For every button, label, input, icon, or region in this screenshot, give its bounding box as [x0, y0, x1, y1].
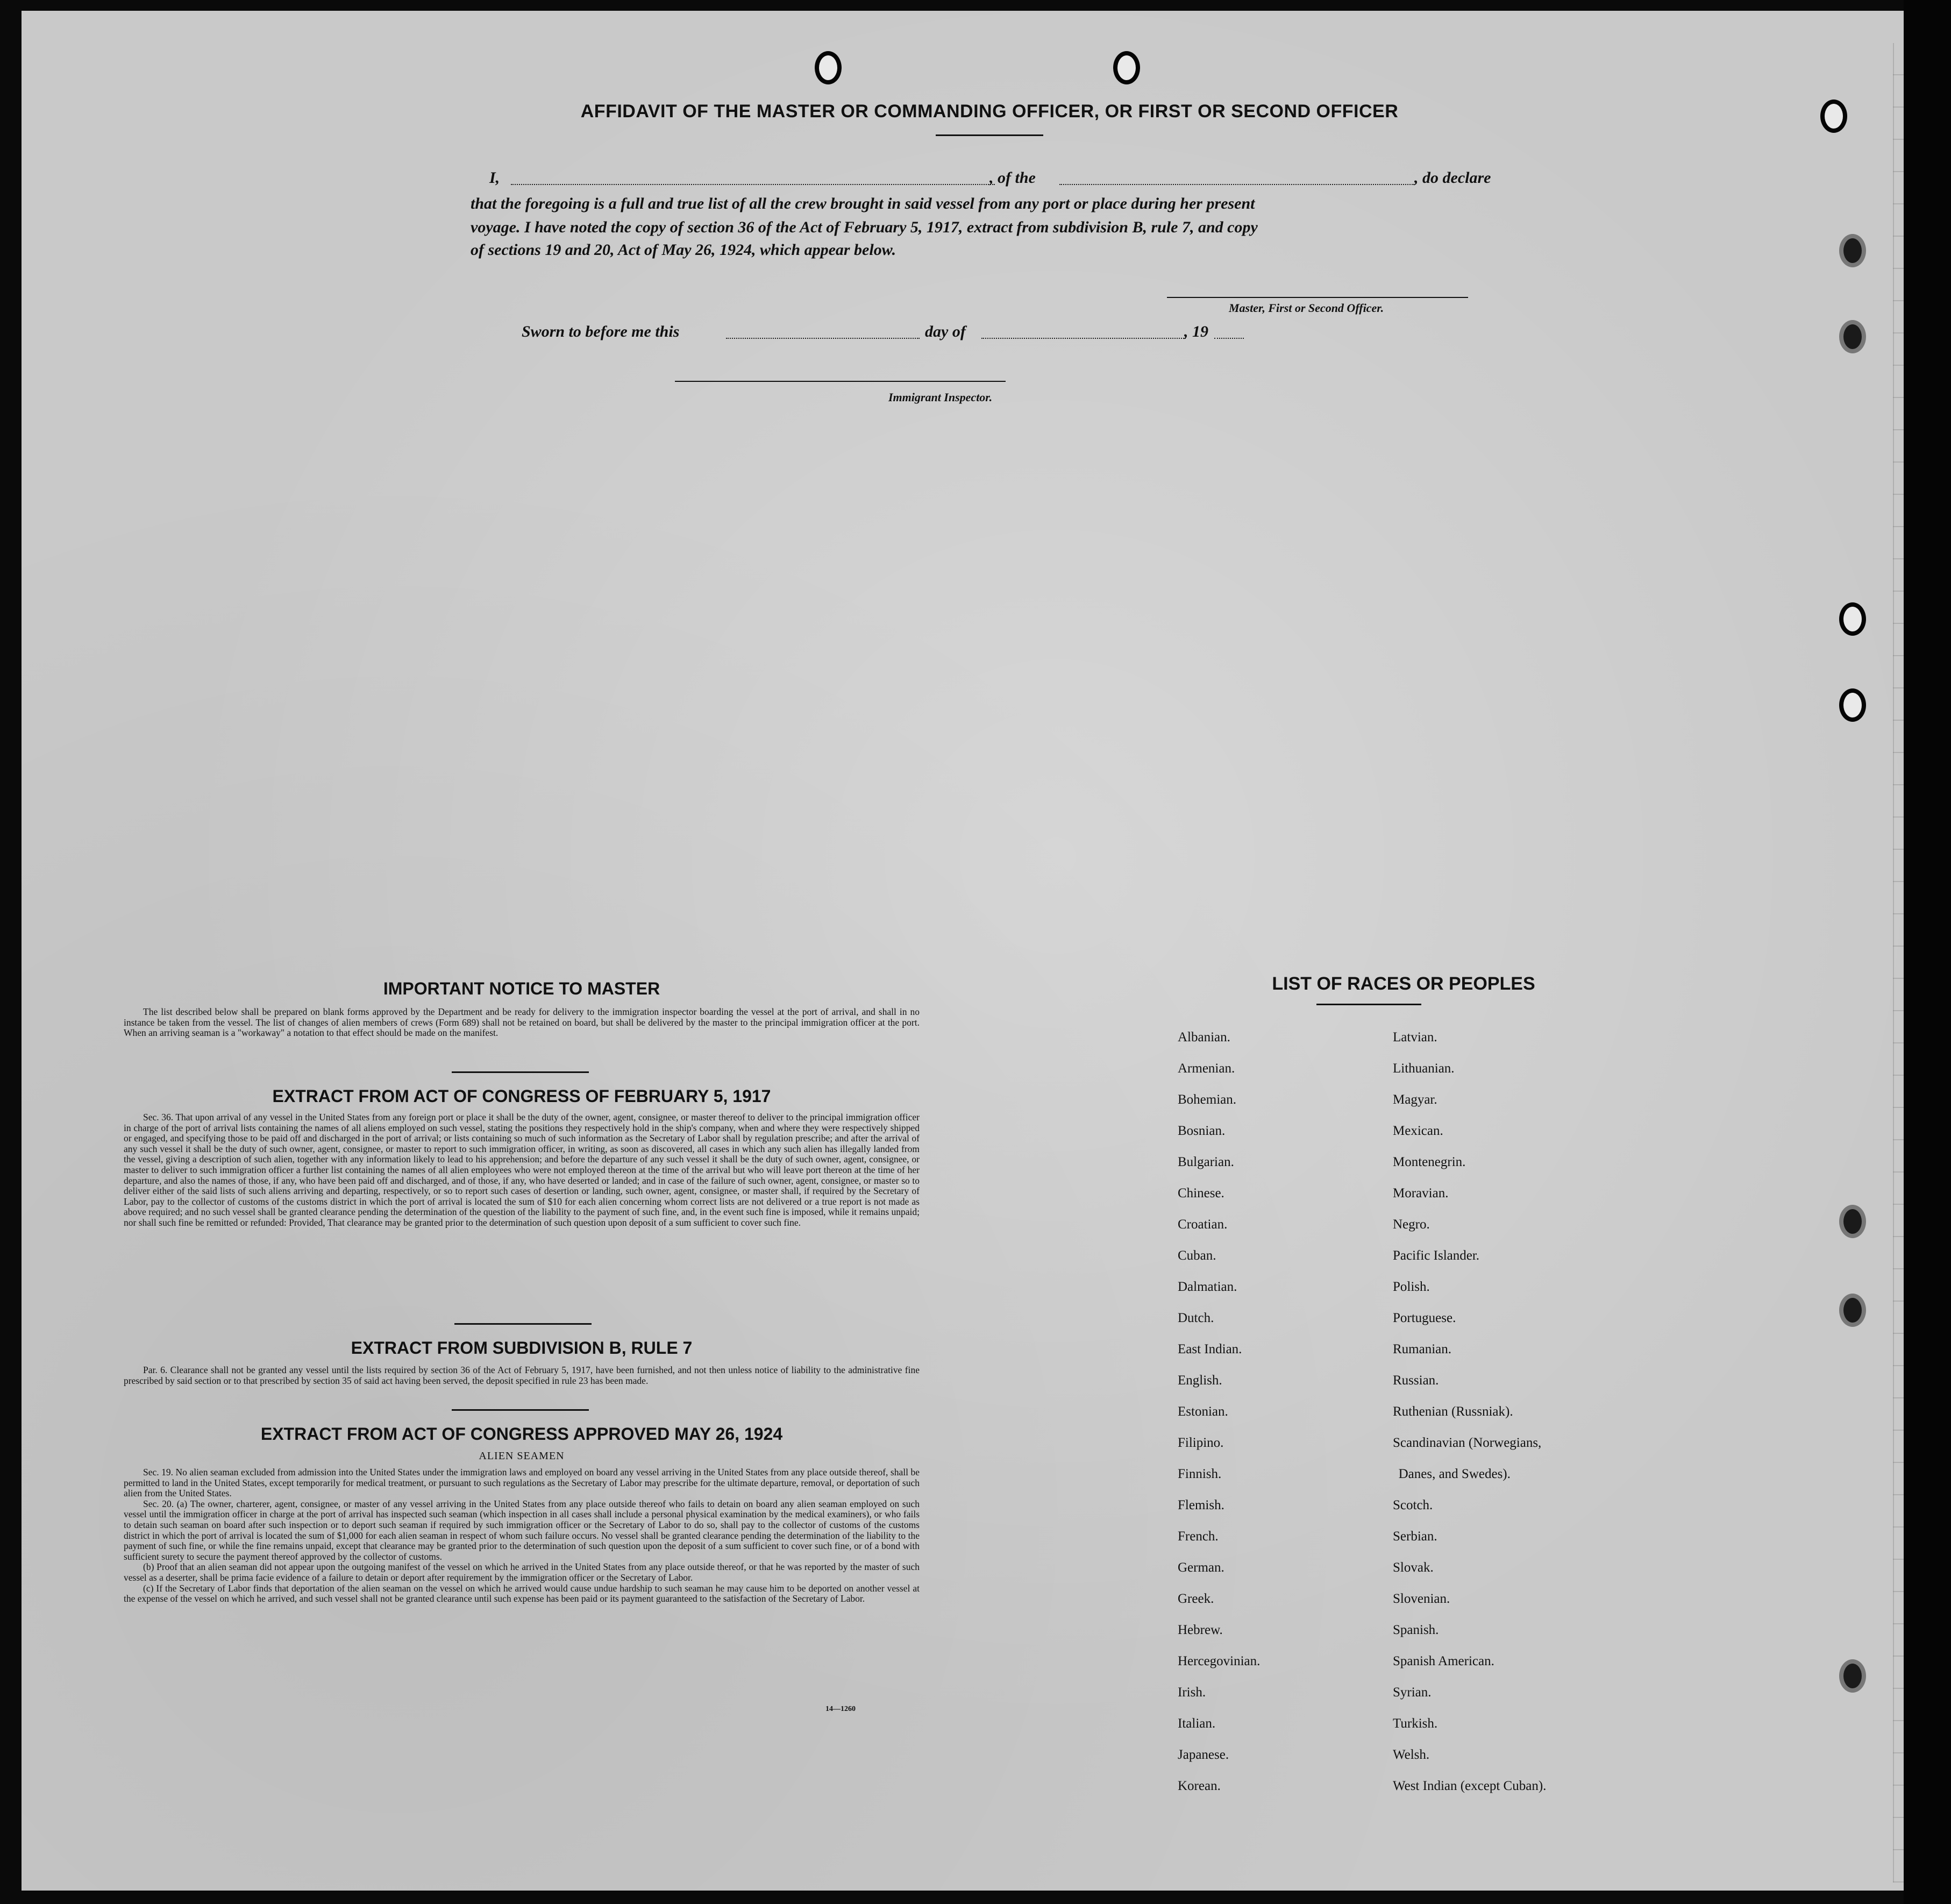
race-right-item: West Indian (except Cuban).: [1393, 1779, 1547, 1793]
rule7-body: [124, 1365, 920, 1386]
race-left-item: Bohemian.: [1178, 1092, 1237, 1107]
race-row: [1178, 1654, 1635, 1685]
race-row: [1178, 1186, 1635, 1217]
sworn-month-field: [981, 338, 1186, 339]
race-row: [1178, 1467, 1635, 1498]
punch-hole-edge-1: [1820, 100, 1847, 133]
notice-paragraph: The list described below shall be prepared on blank forms approved by the Department and be ready for delivery to the immigration inspector boarding the vessel at the port of arrival, and shall in no instance be taken from the vessel. The list of changes of alien members of crews (Form 689) shall not be retained on board, but shall be delivered by the master to the principal immigration officer at the port. When an arriving seaman is a "workaway" a notation to that effect should be made on the manifest.: [124, 1006, 920, 1039]
punch-hole-edge-6: [1839, 1205, 1866, 1238]
race-row: [1178, 1373, 1635, 1404]
race-right-item: Slovenian.: [1393, 1592, 1450, 1606]
race-right-item: Syrian.: [1393, 1685, 1432, 1700]
race-row: [1178, 1716, 1635, 1747]
race-left-item: Croatian.: [1178, 1217, 1228, 1232]
race-left-item: Bulgarian.: [1178, 1155, 1234, 1169]
affidavit-body-line-2: voyage. I have noted the copy of section 36 of the Act of February 5, 1917, extract from subdivision B, rule 7, and copy: [471, 218, 1258, 236]
race-row: [1178, 1342, 1635, 1373]
race-left-item: German.: [1178, 1560, 1224, 1575]
race-row: [1178, 1124, 1635, 1155]
race-left-item: Japanese.: [1178, 1747, 1229, 1762]
extract-1924-title: EXTRACT FROM ACT OF CONGRESS APPROVED MAY 26, 1924: [260, 1424, 783, 1444]
sworn-day-field: [726, 338, 920, 339]
scanner-border-right: [1904, 0, 1951, 1904]
race-right-item: Scandinavian (Norwegians,: [1393, 1436, 1542, 1450]
race-right-item: Polish.: [1393, 1280, 1430, 1294]
race-left-item: Greek.: [1178, 1592, 1214, 1606]
race-row: [1178, 1592, 1635, 1623]
race-row: [1178, 1311, 1635, 1342]
section-divider-2: [454, 1323, 592, 1325]
punch-hole-top-right: [1113, 51, 1140, 84]
notice-title: IMPORTANT NOTICE TO MASTER: [383, 979, 660, 998]
section-divider-3: [452, 1409, 589, 1411]
vessel-name-field: [1059, 184, 1414, 185]
race-row: [1178, 1436, 1635, 1467]
race-right-item: Spanish.: [1393, 1623, 1439, 1637]
race-right-item: Scotch.: [1393, 1498, 1433, 1512]
race-left-item: Hebrew.: [1178, 1623, 1223, 1637]
race-left-item: Dutch.: [1178, 1311, 1214, 1325]
race-right-item: Pacific Islander.: [1393, 1248, 1480, 1263]
affidavit-title: AFFIDAVIT OF THE MASTER OR COMMANDING OFFICER, OR FIRST OR SECOND OFFICER: [580, 101, 1399, 122]
race-right-item: Montenegrin.: [1393, 1155, 1466, 1169]
punch-hole-edge-2: [1839, 234, 1866, 267]
rule7-title: EXTRACT FROM SUBDIVISION B, RULE 7: [351, 1338, 693, 1358]
sec-20b-paragraph: (b) Proof that an alien seaman did not appear upon the outgoing manifest of the vessel on which he arrived in the United States from any place outside thereof, or that he was reported by the master of such vessel as a deserter, shall be prima facie evidence of a failure to detain or deport after requirement by the immigration officer or the Secretary of Labor.: [124, 1561, 920, 1583]
race-right-item: Mexican.: [1393, 1124, 1443, 1138]
of-the-label: , of the: [989, 169, 1036, 187]
race-right-item: Russian.: [1393, 1373, 1439, 1388]
sec-20c-paragraph: (c) If the Secretary of Labor finds that deportation of the alien seaman on the vessel on which he arrived would cause undue hardship to such seaman he may cause him to be deported on another vessel at the expense of the vessel on which he arrived, and such vessel shall not be granted clearance until such expense has been paid or its payment guaranteed to the satisfaction of the Secretary of Labor.: [124, 1582, 920, 1604]
extract-1917-title: EXTRACT FROM ACT OF CONGRESS OF FEBRUARY 5, 1917: [272, 1086, 771, 1106]
race-left-item: French.: [1178, 1529, 1219, 1544]
races-title: LIST OF RACES OR PEOPLES: [1272, 974, 1535, 994]
race-left-item: East Indian.: [1178, 1342, 1242, 1356]
race-row: [1178, 1155, 1635, 1186]
race-right-item: Slovak.: [1393, 1560, 1434, 1575]
punch-hole-top-left: [815, 51, 842, 84]
race-left-item: Bosnian.: [1178, 1124, 1226, 1138]
section-divider-1: [452, 1071, 589, 1073]
races-title-underline: [1316, 1004, 1421, 1005]
declarant-name-field: [511, 184, 995, 185]
punch-hole-edge-4: [1839, 602, 1866, 636]
sworn-label: Sworn to before me this: [522, 323, 680, 340]
race-row: [1178, 1498, 1635, 1529]
alien-seamen-subtitle: ALIEN SEAMEN: [479, 1450, 565, 1462]
race-right-item: Spanish American.: [1393, 1654, 1494, 1668]
race-right-item: Negro.: [1393, 1217, 1430, 1232]
race-left-item: Korean.: [1178, 1779, 1221, 1793]
sec-20a-paragraph: Sec. 20. (a) The owner, charterer, agent, consignee, or master of any vessel arriving in the United States from any place outside thereof who fails to detain on board any alien seaman employed on such vessel until the immigration officer in charge at the port of arrival has inspected such seaman (which inspection in all cases shall include a personal physical examination by the medical examiners), or who fails to detain such seaman on board after such inspection or to deport such seaman if required by such immigration officer or the Secretary of Labor to do so, shall pay to the collector of customs of the customs district in which the port of arrival is located the sum of $1,000 for each alien seaman in respect of whom such failure occurs. No vessel shall be granted clearance pending the determination of the liability to the payment of such fine, or while the fine remains unpaid, except that clearance may be granted prior to the determination of such question upon the deposit of a sum sufficient to cover such fine, or of a bond with sufficient surety to secure the payment thereof approved by the collector of customs.: [124, 1498, 920, 1562]
race-left-item: Dalmatian.: [1178, 1280, 1237, 1294]
race-left-item: Armenian.: [1178, 1061, 1235, 1076]
race-right-item: Rumanian.: [1393, 1342, 1452, 1356]
race-row: [1178, 1623, 1635, 1654]
day-of-label: day of: [925, 323, 966, 340]
race-left-item: Chinese.: [1178, 1186, 1224, 1200]
race-row: [1178, 1779, 1635, 1810]
race-row: [1178, 1404, 1635, 1436]
race-left-item: Hercegovinian.: [1178, 1654, 1261, 1668]
race-right-item: Portuguese.: [1393, 1311, 1456, 1325]
sworn-year-field: [1214, 338, 1244, 339]
punch-hole-edge-3: [1839, 320, 1866, 353]
punch-hole-edge-5: [1839, 688, 1866, 722]
race-left-item: English.: [1178, 1373, 1222, 1388]
race-right-item: Turkish.: [1393, 1716, 1438, 1731]
race-row: [1178, 1061, 1635, 1092]
sec-19-paragraph: Sec. 19. No alien seaman excluded from admission into the United States under the immigration laws and employed on board any vessel arriving in the United States from any place outside thereof, shall be permitted to land in the United States, except temporarily for medical treatment, or pursuant to such regulations as the Secretary of Labor may prescribe for the ultimate departure, removal, or deportation of such alien from the United States.: [124, 1467, 920, 1499]
race-right-item: Ruthenian (Russniak).: [1393, 1404, 1513, 1419]
race-right-item: Latvian.: [1393, 1030, 1437, 1045]
extract-1917-body: [124, 1112, 920, 1228]
race-row: [1178, 1529, 1635, 1560]
race-row: [1178, 1248, 1635, 1280]
punch-hole-edge-7: [1839, 1294, 1866, 1327]
race-right-item: Magyar.: [1393, 1092, 1437, 1107]
race-row: [1178, 1280, 1635, 1311]
race-row: [1178, 1747, 1635, 1779]
do-declare-label: , do declare: [1414, 169, 1491, 187]
race-right-item: Lithuanian.: [1393, 1061, 1455, 1076]
affidavit-body-line-1: that the foregoing is a full and true list of all the crew brought in said vessel from any port or place during her present: [471, 195, 1255, 212]
race-left-item: Estonian.: [1178, 1404, 1228, 1419]
title-underline: [936, 134, 1043, 136]
inspector-label: Immigrant Inspector.: [888, 390, 993, 404]
race-row: [1178, 1217, 1635, 1248]
declarant-i-label: I,: [489, 169, 500, 187]
punch-hole-edge-8: [1839, 1659, 1866, 1693]
par-6-paragraph: Par. 6. Clearance shall not be granted any vessel until the lists required by section 36 of the Act of February 5, 1917, have been furnished, and not then unless notice of liability to the administrative fine prescribed by said section or to that prescribed by section 35 of said act having been served, the deposit specified in rule 23 has been made.: [124, 1365, 920, 1386]
race-row: [1178, 1092, 1635, 1124]
race-right-item: Danes, and Swedes).: [1398, 1467, 1511, 1481]
sec-36-paragraph: Sec. 36. That upon arrival of any vessel in the United States from any foreign port or place it shall be the duty of the owner, agent, consignee, or master thereof to deliver to the principal immigration officer in charge of the port of arrival lists containing the names of all aliens employed on such vessel, stating the positions they respectively hold in the ship's company, when and where they were respectively shipped or engaged, and specifying those to be paid off and discharged in the port of arrival; or lists containing so much of such information as the Secretary of Labor shall by regulation prescribe; and after the arrival of any such vessel it shall be the duty of such owner, agent, consignee, or master to report to such immigration officer, in writing, as soon as discovered, all cases in which any such alien has illegally landed from the vessel, giving a description of such alien, together with any information likely to lead to his apprehension; and before the departure of any such vessel it shall be the duty of such owner, agent, consignee, or master to deliver to such immigration officer a further list containing the names of all alien employees who were not employed thereon at the time of the arrival but who will leave port thereon at the time of her departure, and also the names of those, if any, who have been paid off and discharged, and of those, if any, who have deserted or landed; and in case of the failure of such owner, agent, consignee, or master so to deliver either of the said lists of such aliens arriving and departing, respectively, or so to report such cases of desertion or landing, such owner, agent, consignee, or master shall, if required by the Secretary of Labor, pay to the collector of customs of the customs district in which the port of arrival is located the sum of $10 for each alien concerning whom correct lists are not delivered or a true report is not made as above required; and no such vessel shall be granted clearance pending the determination of the question of the liability to the payment of such fine, and, in the event such fine is imposed, while it remains unpaid; nor shall such fine be remitted or refunded: Provided, That clearance may be granted prior to the determination of such question upon deposit of a sum sufficient to cover such fine.: [124, 1112, 920, 1228]
year-label: , 19: [1184, 323, 1208, 340]
race-right-item: Moravian.: [1393, 1186, 1449, 1200]
race-left-item: Finnish.: [1178, 1467, 1222, 1481]
extract-1924-body: [124, 1467, 920, 1604]
master-signature-line: [1167, 297, 1468, 298]
race-row: [1178, 1685, 1635, 1716]
affidavit-body-line-3: of sections 19 and 20, Act of May 26, 1924, which appear below.: [471, 241, 896, 259]
race-right-item: Serbian.: [1393, 1529, 1437, 1544]
race-left-item: Irish.: [1178, 1685, 1206, 1700]
race-right-item: Welsh.: [1393, 1747, 1430, 1762]
race-left-item: Albanian.: [1178, 1030, 1230, 1045]
master-signature-label: Master, First or Second Officer.: [1229, 301, 1384, 315]
race-left-item: Cuban.: [1178, 1248, 1216, 1263]
race-left-item: Italian.: [1178, 1716, 1216, 1731]
race-row: [1178, 1560, 1635, 1592]
inspector-signature-line: [675, 381, 1006, 382]
document-page: [22, 11, 1904, 1891]
races-list: [1178, 1030, 1635, 1810]
form-number: 14—1260: [825, 1705, 856, 1713]
race-left-item: Filipino.: [1178, 1436, 1224, 1450]
race-row: [1178, 1030, 1635, 1061]
race-left-item: Flemish.: [1178, 1498, 1224, 1512]
notice-body: [124, 1007, 920, 1039]
